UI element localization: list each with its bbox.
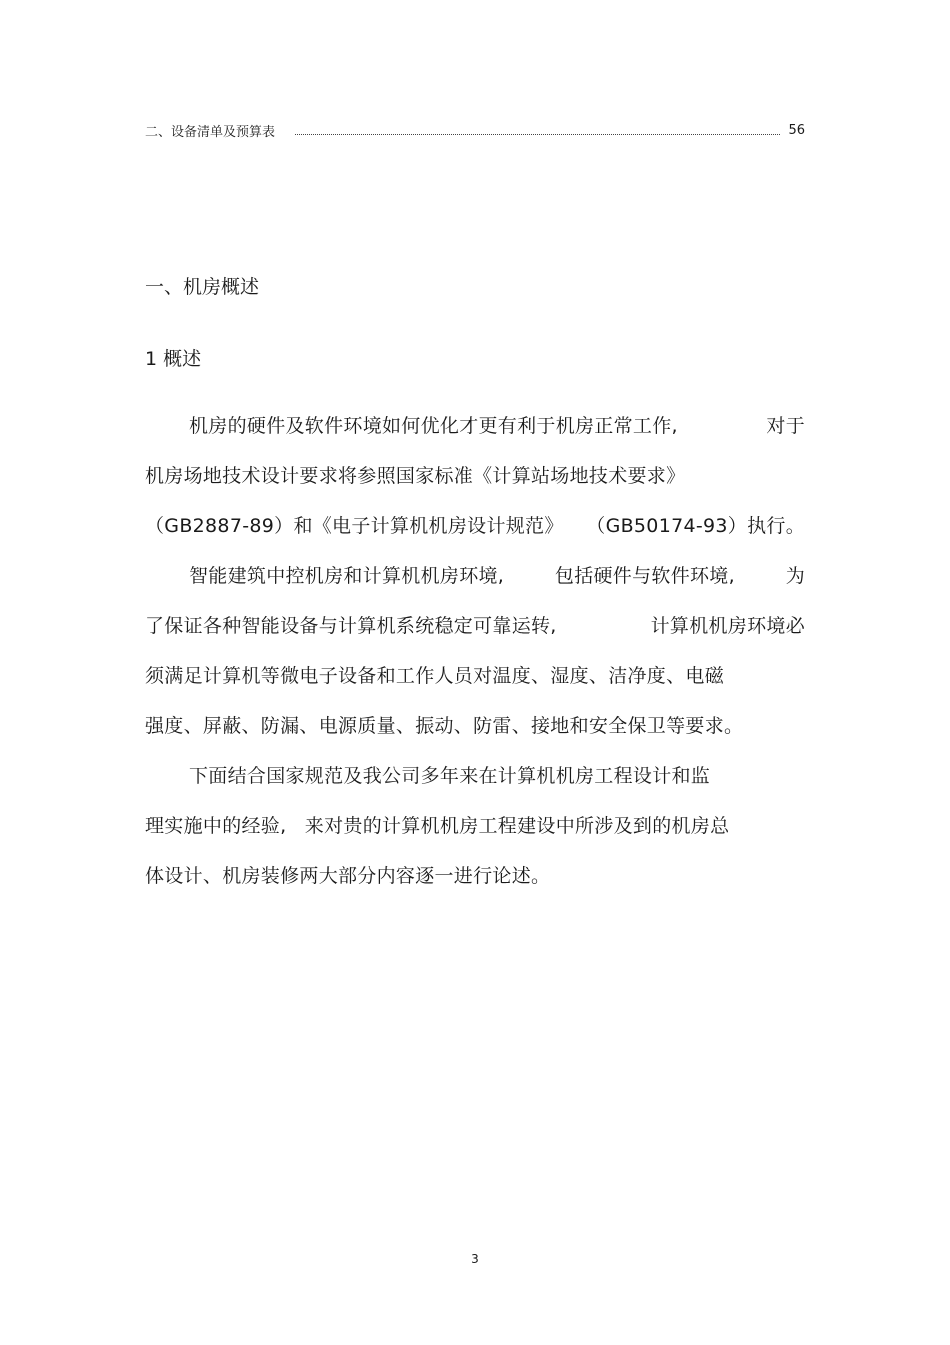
text-segment: （GB2887-89）和《电子计算机机房设计规范》 (145, 515, 564, 537)
text-segment: 计算机机房环境必 (650, 615, 805, 637)
text-segment: 对于 (766, 415, 805, 437)
text-segment: 机房的硬件及软件环境如何优化才更有利于机房正常工作, (189, 415, 678, 437)
toc-dot-leader (295, 134, 780, 135)
paragraph-line (145, 612, 805, 640)
paragraph-line (145, 562, 805, 590)
text-segment: 强度、屏蔽、防漏、电源质量、振动、防雷、接地和安全保卫等要求。 (145, 715, 744, 737)
paragraph-line (145, 812, 805, 840)
paragraph-line (145, 712, 805, 740)
text-segment: 包括硬件与软件环境, (554, 565, 735, 587)
paragraph-line (145, 662, 805, 690)
text-segment: 体设计、机房装修两大部分内容逐一进行论述。 (145, 865, 551, 887)
text-segment: 来对贵的计算机机房工程建设中所涉及到的机房总 (304, 815, 730, 837)
paragraph-line (145, 462, 805, 490)
toc-entry[interactable] (145, 120, 805, 140)
text-segment: 理实施中的经验, (145, 815, 287, 837)
paragraph-line (145, 862, 805, 890)
text-segment: 机房场地技术设计要求将参照国家标准《计算站场地技术要求》 (145, 465, 686, 487)
toc-entry-title: 二、设备清单及预算表 (145, 124, 276, 140)
paragraph-line (145, 762, 805, 790)
paragraph-line (145, 412, 805, 440)
toc-entry-page: 56 (788, 122, 805, 138)
subsection-heading: 1 概述 (145, 348, 202, 370)
paragraph-line (145, 512, 805, 540)
text-segment: （GB50174-93）执行。 (586, 515, 805, 537)
text-segment: 为 (785, 565, 805, 587)
text-segment: 须满足计算机等微电子设备和工作人员对温度、湿度、洁净度、电磁 (145, 665, 725, 687)
text-segment: 下面结合国家规范及我公司多年来在计算机机房工程设计和监 (189, 765, 711, 787)
text-segment: 智能建筑中控机房和计算机机房环境, (189, 565, 505, 587)
section-heading: 一、机房概述 (145, 276, 260, 298)
text-segment: 了保证各种智能设备与计算机系统稳定可靠运转, (145, 615, 557, 637)
page-number: 3 (471, 1252, 479, 1266)
